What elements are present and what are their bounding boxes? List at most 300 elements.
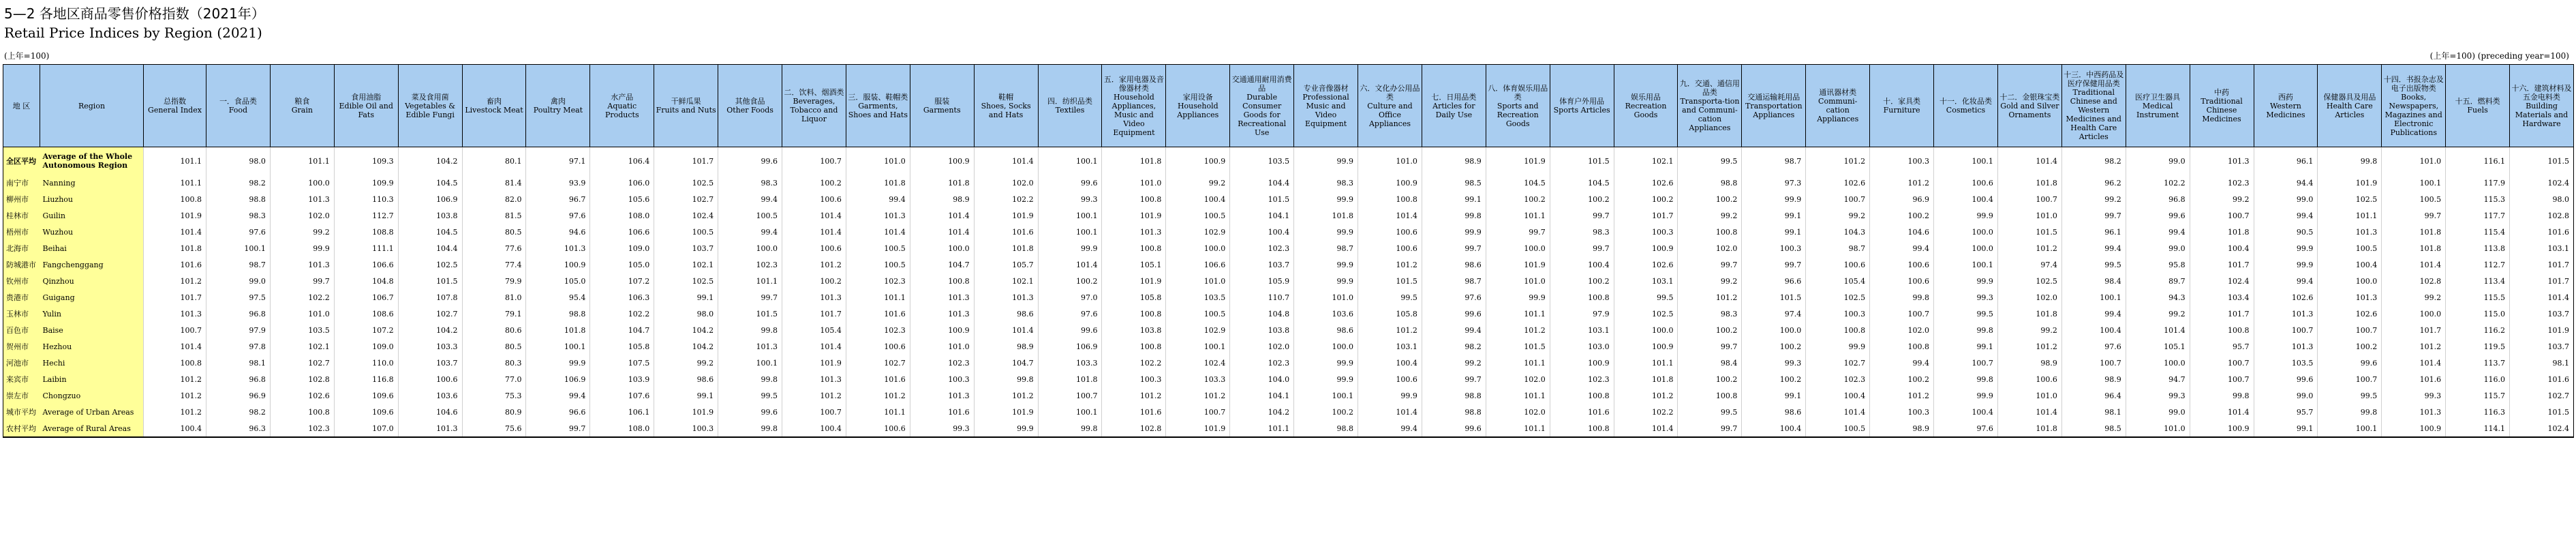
index-value: 102.5: [2318, 191, 2382, 207]
index-value: 101.9: [974, 404, 1038, 420]
index-value: 101.5: [1550, 147, 1614, 175]
index-value: 102.1: [974, 273, 1038, 289]
index-value: 100.6: [1934, 175, 1998, 191]
index-value: 105.1: [1102, 256, 1166, 273]
index-value: 98.6: [1422, 256, 1486, 273]
index-value: 101.7: [2510, 273, 2574, 289]
index-value: 99.4: [2061, 306, 2126, 322]
header-sub-medicine-0: [2126, 65, 2190, 147]
index-value: 101.5: [1230, 191, 1294, 207]
index-value: 101.1: [718, 273, 782, 289]
index-value: 101.0: [1358, 147, 1422, 175]
index-value: 102.2: [270, 289, 334, 306]
index-value: 98.1: [2061, 404, 2126, 420]
index-value: 96.6: [526, 404, 590, 420]
index-value: 116.2: [2446, 322, 2510, 338]
index-value: 101.4: [910, 207, 974, 224]
header-sub-food-0-cn: 粮食: [294, 97, 310, 106]
header-group-5-en: Culture and Office Appliances: [1367, 101, 1413, 128]
index-value: 117.9: [2446, 175, 2510, 191]
index-value: 104.4: [1230, 175, 1294, 191]
index-value: 100.5: [1166, 306, 1230, 322]
header-sub-garments-1: [974, 65, 1038, 147]
index-value: 98.1: [2510, 355, 2574, 371]
index-value: 100.0: [910, 240, 974, 256]
index-value: 102.2: [590, 306, 654, 322]
index-value: 100.1: [1294, 387, 1358, 404]
index-value: 100.1: [1038, 224, 1102, 240]
table-row: [3, 306, 2574, 322]
header-sub-food-5: [590, 65, 654, 147]
region-name-en: Beihai: [40, 240, 144, 256]
index-value: 103.5: [1166, 289, 1230, 306]
index-value: 102.3: [1550, 371, 1614, 387]
index-value: 103.1: [1614, 273, 1678, 289]
header-group-10: [1934, 65, 1998, 147]
index-value: 100.8: [1806, 322, 1870, 338]
index-value: 100.4: [2190, 240, 2254, 256]
header-group-14-en: Fuels: [2467, 106, 2488, 115]
index-value: 101.9: [2510, 322, 2574, 338]
index-value: 101.9: [1486, 256, 1550, 273]
index-value: 100.2: [2318, 338, 2382, 355]
index-value: 101.1: [2318, 207, 2382, 224]
header-group-15: [2510, 65, 2574, 147]
index-value: 101.4: [1997, 147, 2061, 175]
index-value: 99.7: [1742, 256, 1806, 273]
index-value: 100.5: [718, 207, 782, 224]
index-value: 98.3: [1678, 306, 1742, 322]
index-value: 97.4: [1742, 306, 1806, 322]
index-value: 102.5: [654, 175, 718, 191]
index-value: 101.6: [2510, 224, 2574, 240]
index-value: 102.5: [1806, 289, 1870, 306]
index-value: 98.0: [2510, 191, 2574, 207]
index-value: 101.2: [144, 387, 206, 404]
table-row: [3, 273, 2574, 289]
index-value: 100.3: [1102, 371, 1166, 387]
index-value: 100.6: [398, 371, 462, 387]
table-row: [3, 207, 2574, 224]
index-value: 102.6: [2318, 306, 2382, 322]
index-value: 100.7: [782, 404, 846, 420]
index-value: 101.7: [654, 147, 718, 175]
header-group-6-cn: 七．日用品类: [1431, 92, 1477, 102]
index-value: 101.4: [1614, 420, 1678, 437]
region-name-en: Laibin: [40, 371, 144, 387]
index-value: 96.6: [1742, 273, 1806, 289]
table-row: [3, 387, 2574, 404]
index-value: 101.8: [526, 322, 590, 338]
index-value: 115.0: [2446, 306, 2510, 322]
index-value: 113.4: [2446, 273, 2510, 289]
index-value: 100.5: [1166, 207, 1230, 224]
index-value: 101.3: [910, 387, 974, 404]
index-value: 99.3: [1742, 355, 1806, 371]
table-row: [3, 224, 2574, 240]
index-value: 97.9: [206, 322, 271, 338]
index-value: 98.5: [1422, 175, 1486, 191]
unit-note-right: (上年=100) (preceding year=100): [2429, 51, 2569, 61]
index-value: 105.0: [526, 273, 590, 289]
header-sub-food-6-en: Fruits and Nuts: [656, 106, 716, 115]
index-value: 100.8: [1678, 387, 1742, 404]
index-value: 96.3: [206, 420, 271, 437]
header-sub-food-6-cn: 干鲜瓜果: [671, 97, 701, 106]
index-value: 80.1: [462, 147, 526, 175]
index-value: 100.7: [1806, 191, 1870, 207]
header-sub-garments-0: [910, 65, 974, 147]
index-value: 95.7: [2254, 404, 2318, 420]
index-value: 99.4: [526, 387, 590, 404]
index-value: 108.0: [590, 420, 654, 437]
index-value: 102.0: [1870, 322, 1934, 338]
index-value: 101.1: [270, 147, 334, 175]
index-value: 99.2: [1997, 322, 2061, 338]
index-value: 102.4: [2510, 420, 2574, 437]
index-value: 102.0: [1678, 240, 1742, 256]
index-value: 101.2: [1997, 338, 2061, 355]
header-sub-appliances-2-cn: 专业音像器材: [1303, 83, 1349, 93]
index-value: 100.1: [206, 240, 271, 256]
header-group-2-cn: 三．服装、鞋帽类: [848, 92, 908, 102]
index-value: 101.6: [1550, 404, 1614, 420]
index-value: 102.7: [2510, 387, 2574, 404]
index-value: 99.8: [2318, 404, 2382, 420]
region-name-cn: 农村平均: [3, 420, 40, 437]
index-value: 100.1: [2382, 175, 2446, 191]
index-value: 100.1: [1038, 147, 1102, 175]
index-value: 99.8: [1038, 420, 1102, 437]
index-value: 101.8: [2190, 224, 2254, 240]
index-value: 100.1: [1934, 147, 1998, 175]
index-value: 107.8: [398, 289, 462, 306]
header-group-14: [2446, 65, 2510, 147]
index-value: 101.5: [718, 306, 782, 322]
index-value: 101.2: [1997, 240, 2061, 256]
index-value: 99.4: [1358, 420, 1422, 437]
index-value: 96.1: [2254, 147, 2318, 175]
index-value: 101.0: [270, 306, 334, 322]
index-value: 100.0: [2382, 306, 2446, 322]
index-value: 102.0: [1486, 404, 1550, 420]
header-sub-medicine-1: [2190, 65, 2254, 147]
index-value: 104.7: [974, 355, 1038, 371]
header-group-2-en: Garments, Shoes and Hats: [848, 101, 908, 119]
index-value: 115.5: [2446, 289, 2510, 306]
index-value: 98.8: [1678, 175, 1742, 191]
index-value: 102.0: [974, 175, 1038, 191]
index-value: 109.6: [334, 387, 398, 404]
index-value: 101.9: [974, 207, 1038, 224]
index-value: 101.0: [1166, 273, 1230, 289]
index-value: 100.5: [2318, 240, 2382, 256]
index-value: 75.6: [462, 420, 526, 437]
index-value: 103.8: [398, 207, 462, 224]
index-value: 99.9: [1038, 240, 1102, 256]
index-value: 100.0: [1934, 240, 1998, 256]
header-sub-food-1-en: Edible Oil and Fats: [339, 101, 393, 119]
header-sub-food-7-cn: 其他食品: [735, 97, 765, 106]
region-name-cn: 桂林市: [3, 207, 40, 224]
header-group-1: [782, 65, 846, 147]
header-sub-food-6: [654, 65, 718, 147]
index-value: 103.3: [398, 338, 462, 355]
index-value: 100.7: [782, 147, 846, 175]
index-value: 106.9: [1038, 338, 1102, 355]
index-value: 100.6: [782, 191, 846, 207]
index-value: 105.4: [782, 322, 846, 338]
index-value: 99.8: [974, 371, 1038, 387]
index-value: 115.3: [2446, 191, 2510, 207]
index-value: 100.2: [1550, 191, 1614, 207]
index-value: 100.7: [1870, 306, 1934, 322]
index-value: 110.0: [334, 355, 398, 371]
header-sub-sports-0: [1550, 65, 1614, 147]
header-group-6: [1422, 65, 1486, 147]
index-value: 103.8: [1230, 322, 1294, 338]
index-value: 77.4: [462, 256, 526, 273]
header-group-1-cn: 二．饮料、烟酒类: [784, 88, 844, 97]
index-value: 98.3: [1550, 224, 1614, 240]
header-group-12-cn: 十三．中西药品及医疗保健用品类: [2064, 70, 2124, 88]
index-value: 103.5: [2254, 355, 2318, 371]
index-value: 101.0: [1997, 207, 2061, 224]
index-value: 100.6: [846, 420, 910, 437]
index-value: 100.2: [1678, 191, 1742, 207]
index-value: 104.5: [398, 224, 462, 240]
index-value: 103.7: [398, 355, 462, 371]
index-value: 100.5: [846, 240, 910, 256]
index-value: 104.6: [1870, 224, 1934, 240]
index-value: 100.3: [654, 420, 718, 437]
index-value: 117.7: [2446, 207, 2510, 224]
index-value: 96.8: [206, 306, 271, 322]
index-value: 100.6: [846, 338, 910, 355]
index-value: 101.8: [2382, 224, 2446, 240]
index-value: 102.2: [1102, 355, 1166, 371]
index-value: 100.5: [2382, 191, 2446, 207]
index-value: 101.3: [2254, 306, 2318, 322]
table-body: [3, 147, 2574, 438]
index-value: 94.3: [2126, 289, 2190, 306]
index-value: 100.2: [1742, 371, 1806, 387]
header-sub-appliances-1: [1230, 65, 1294, 147]
index-value: 98.6: [1742, 404, 1806, 420]
index-value: 97.1: [526, 147, 590, 175]
header-sub-medicine-0-en: Medical Instrument: [2136, 101, 2179, 119]
index-value: 108.0: [590, 207, 654, 224]
index-value: 99.0: [206, 273, 271, 289]
index-value: 101.2: [782, 387, 846, 404]
header-group-0: [206, 65, 271, 147]
index-value: 103.8: [1102, 322, 1166, 338]
index-value: 98.8: [206, 191, 271, 207]
header-sub-food-5-en: Aquatic Products: [604, 101, 639, 119]
index-value: 99.9: [270, 240, 334, 256]
index-value: 100.7: [2190, 355, 2254, 371]
index-value: 101.9: [1102, 273, 1166, 289]
index-value: 99.3: [1038, 191, 1102, 207]
header-sub-appliances-2: [1294, 65, 1358, 147]
header-group-4-en: Household Appliances, Music and Video Equipment: [1111, 92, 1156, 137]
index-value: 101.0: [2382, 147, 2446, 175]
index-value: 101.4: [910, 224, 974, 240]
index-value: 106.7: [334, 289, 398, 306]
index-value: 100.2: [1742, 338, 1806, 355]
index-value: 102.5: [398, 256, 462, 273]
index-value: 99.4: [2254, 273, 2318, 289]
index-value: 102.6: [2254, 289, 2318, 306]
index-value: 101.9: [1102, 207, 1166, 224]
index-value: 99.7: [1422, 371, 1486, 387]
table-row: [3, 420, 2574, 437]
index-value: 99.9: [526, 355, 590, 371]
index-value: 101.2: [846, 387, 910, 404]
index-value: 103.6: [398, 387, 462, 404]
index-value: 101.8: [1102, 147, 1166, 175]
index-value: 98.7: [1742, 147, 1806, 175]
index-value: 100.4: [782, 420, 846, 437]
index-value: 96.7: [526, 191, 590, 207]
table-row: [3, 404, 2574, 420]
index-value: 101.9: [1486, 147, 1550, 175]
region-name-en: Wuzhou: [40, 224, 144, 240]
index-value: 101.8: [144, 240, 206, 256]
header-sub-food-4-cn: 禽肉: [550, 97, 566, 106]
index-value: 100.3: [1870, 404, 1934, 420]
index-value: 100.8: [2190, 322, 2254, 338]
index-value: 103.3: [1038, 355, 1102, 371]
index-value: 98.7: [206, 256, 271, 273]
index-value: 101.7: [2190, 256, 2254, 273]
index-value: 109.0: [334, 338, 398, 355]
index-value: 99.1: [1742, 387, 1806, 404]
index-value: 100.9: [1550, 355, 1614, 371]
header-group-1-en: Beverages, Tobacco and Liquor: [790, 97, 838, 123]
index-value: 100.4: [1550, 256, 1614, 273]
index-value: 103.7: [1230, 256, 1294, 273]
index-value: 100.2: [782, 175, 846, 191]
header-sub-food-3-cn: 畜肉: [487, 97, 502, 106]
index-value: 98.9: [1997, 355, 2061, 371]
index-value: 101.2: [144, 273, 206, 289]
index-value: 99.0: [2254, 387, 2318, 404]
region-name-en: Guilin: [40, 207, 144, 224]
header-sub-transport-0: [1742, 65, 1806, 147]
region-name-en: Guigang: [40, 289, 144, 306]
index-value: 100.7: [2254, 322, 2318, 338]
index-value: 100.8: [1102, 306, 1166, 322]
index-value: 99.9: [1806, 338, 1870, 355]
index-value: 95.4: [526, 289, 590, 306]
index-value: 102.9: [1166, 224, 1230, 240]
index-value: 99.1: [1742, 207, 1806, 224]
index-value: 99.9: [1486, 289, 1550, 306]
index-value: 99.3: [2126, 387, 2190, 404]
index-value: 99.6: [1422, 420, 1486, 437]
region-name-en: Hechi: [40, 355, 144, 371]
header-group-0-en: Food: [228, 106, 248, 115]
index-value: 100.8: [1102, 338, 1166, 355]
index-value: 99.7: [1678, 256, 1742, 273]
index-value: 100.3: [1742, 240, 1806, 256]
index-value: 100.9: [526, 256, 590, 273]
index-value: 107.2: [590, 273, 654, 289]
index-value: 100.7: [1166, 404, 1230, 420]
index-value: 99.3: [910, 420, 974, 437]
index-value: 101.1: [1486, 420, 1550, 437]
table-row: [3, 147, 2574, 175]
index-value: 80.3: [462, 355, 526, 371]
index-value: 102.2: [974, 191, 1038, 207]
header-sub-medicine-1-en: Traditional Chinese Medicines: [2201, 97, 2243, 123]
index-value: 110.7: [1230, 289, 1294, 306]
index-value: 115.4: [2446, 224, 2510, 240]
index-value: 97.8: [206, 338, 271, 355]
index-value: 101.8: [1038, 371, 1102, 387]
index-value: 101.1: [846, 289, 910, 306]
index-value: 79.1: [462, 306, 526, 322]
index-value: 101.6: [846, 306, 910, 322]
index-value: 101.2: [1486, 322, 1550, 338]
index-value: 100.2: [782, 273, 846, 289]
header-sub-medicine-1-cn: 中药: [2214, 88, 2230, 97]
header-group-9-cn: 十．家具类: [1883, 97, 1921, 106]
index-value: 103.7: [2510, 338, 2574, 355]
index-value: 100.8: [144, 191, 206, 207]
index-value: 100.3: [1870, 147, 1934, 175]
index-value: 99.5: [2318, 387, 2382, 404]
table-row: [3, 256, 2574, 273]
index-value: 98.5: [2061, 420, 2126, 437]
index-value: 101.3: [270, 256, 334, 273]
index-value: 101.2: [1614, 387, 1678, 404]
header-sub-appliances-1-cn: 交通通用耐用消费品: [1231, 74, 1292, 93]
header-group-13-en: Books, Newspapers, Magazines and Electronic Publications: [2385, 92, 2442, 137]
index-value: 112.7: [334, 207, 398, 224]
index-value: 104.2: [398, 322, 462, 338]
index-value: 101.8: [910, 175, 974, 191]
index-value: 101.6: [846, 371, 910, 387]
index-value: 100.1: [2061, 289, 2126, 306]
header-sub-medicine-3-cn: 保健器具及用品: [2323, 92, 2376, 102]
index-value: 101.5: [1358, 273, 1422, 289]
index-value: 99.6: [718, 404, 782, 420]
index-value: 101.4: [782, 207, 846, 224]
index-value: 101.5: [398, 273, 462, 289]
index-value: 100.7: [2061, 355, 2126, 371]
index-value: 99.9: [1742, 191, 1806, 207]
index-value: 102.4: [654, 207, 718, 224]
index-value: 103.1: [1550, 322, 1614, 338]
header-group-8-cn: 九．交通、通信用品类: [1679, 79, 1740, 97]
index-value: 109.0: [590, 240, 654, 256]
index-value: 101.3: [2382, 404, 2446, 420]
region-name-cn: 玉林市: [3, 306, 40, 322]
header-group-3: [1038, 65, 1102, 147]
header-sub-food-5-cn: 水产品: [611, 92, 634, 102]
index-value: 100.8: [1102, 240, 1166, 256]
region-name-en: Chongzuo: [40, 387, 144, 404]
index-value: 106.4: [590, 147, 654, 175]
index-value: 100.0: [1166, 240, 1230, 256]
index-value: 97.6: [206, 224, 271, 240]
index-value: 101.2: [1358, 322, 1422, 338]
index-value: 107.2: [334, 322, 398, 338]
index-value: 98.2: [1422, 338, 1486, 355]
index-value: 102.1: [654, 256, 718, 273]
